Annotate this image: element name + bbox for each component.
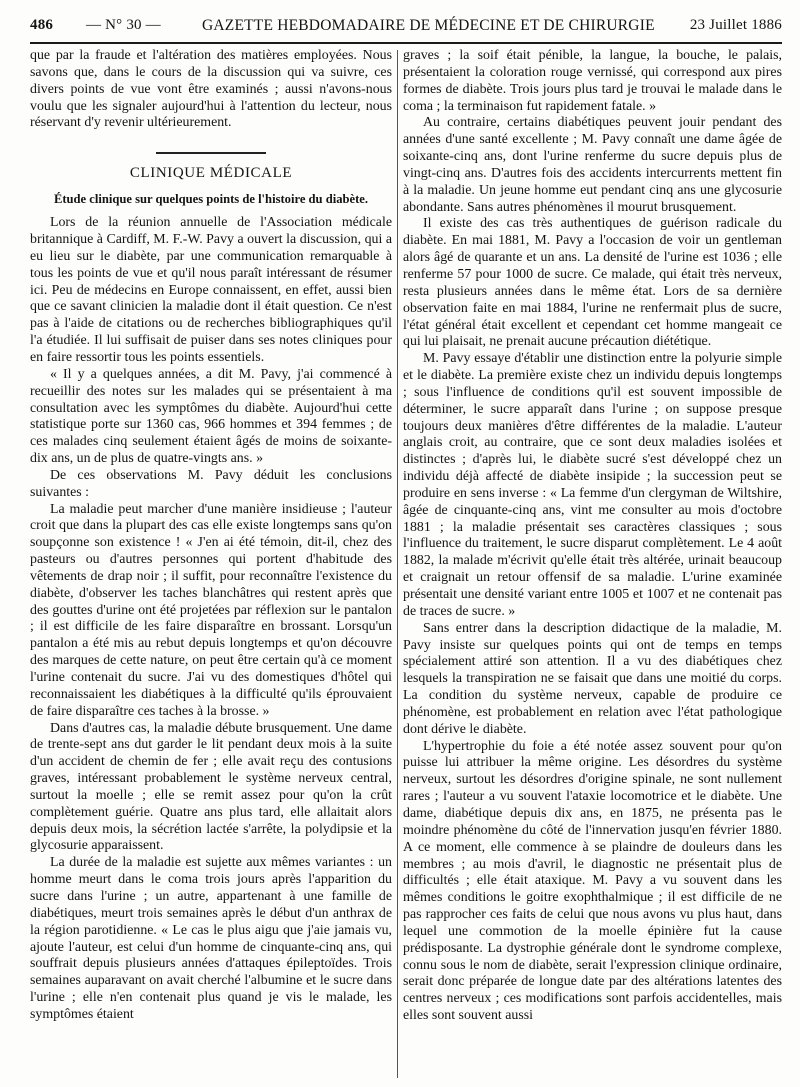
paragraph: De ces observations M. Pavy déduit les conclusions suivantes : bbox=[30, 467, 392, 500]
left-column bbox=[30, 48, 392, 1024]
paragraph: Il existe des cas très authentiques de guérison radicale du diabète. En mai 1881, M. Pavy a l'occasion de voir un gentleman alors âgé de quarante et un ans. La densité de l'urine est 1036 ; elle renferme 57 pour 1000 de sucre. Ce malade, qui était très nerveux, resta plusieurs années dans le même état. Lors de sa dernière observation faite en mai 1884, l'urine ne renfermait plus de sucre, l'état général était excellent et cependant cet homme mangeait ce qui lui plaisait, ne prenait aucune précaution diététique. bbox=[403, 216, 782, 350]
column-divider bbox=[397, 50, 398, 1078]
page-header bbox=[30, 14, 782, 38]
continued-paragraph: que par la fraude et l'altération des matières employées. Nous savons que, dans le cours de la discussion qui va suivre, ces divers points de vue vont être examinés ; aussi n'avons-nous voulu que les signaler aujourd'hui à l'attention du lecteur, nous réservant d'y revenir ultérieurement. bbox=[30, 48, 392, 131]
paragraph: Au contraire, certains diabétiques peuvent jouir pendant des années d'une santé excellente ; M. Pavy connaît une dame âgée de soixante-cinq ans, dont l'urine renferme du sucre depuis plus de vingt-cinq ans. D'autres fois des accidents intercurrents mettent fin à la maladie. Un jeune homme eut pendant cinq ans une glycosurie abondante. Sans autres phénomènes il mourut brusquement. bbox=[403, 115, 782, 215]
paragraph: La maladie peut marcher d'une manière insidieuse ; l'auteur croit que dans la plupart des cas elle existe longtemps sans qu'on soupçonne son existence ! « J'en ai été témoin, dit-il, chez des pasteurs ou d'autres personnes qui portent d'habitude des vêtements de drap noir ; il suffit, pour reconnaître l'existence du diabète, d'observer les taches blanchâtres qui restent après que des gouttes d'urine ont été projetées par réflexion sur le pantalon ; il est difficile de les faire disparaître en brossant. Lorsqu'un pantalon a été mis au rebut depuis longtemps et qu'on découvre des marques de cette nature, on peut être certain qu'à ce moment l'urine contenait du sucre. J'ai vu des domestiques d'hôtel qui reconnaissaient les diabétiques à la difficulté qu'ils éprouvaient de faire disparaître ces taches à la brosse. » bbox=[30, 501, 392, 719]
paragraph: Sans entrer dans la description didactique de la maladie, M. Pavy insiste sur quelques points qui ont de temps en temps spécialement attiré son attention. Il a vu des diabétiques chez lesquels la transpiration ne se faisait que dans une moitié du corps. La condition du système nerveux, capable de produire ce phénomène, est probablement en relation avec l'état pathologique dont dérive le diabète. bbox=[403, 620, 782, 737]
paragraph: graves ; la soif était pénible, la langue, la bouche, le palais, présentaient la coloration rouge vernissé, qui correspond aux pires formes de diabète. Trois jours plus tard je trouvai le malade dans le coma ; la terminaison fut rapidement fatale. » bbox=[403, 48, 782, 114]
paragraph: Dans d'autres cas, la maladie débute brusquement. Une dame de trente-sept ans dut garder le lit pendant deux mois à la suite d'un accident de chemin de fer ; elle avait reçu des contusions graves, intéressant probablement le système nerveux central, surtout la moelle ; elle se remit assez pour qu'on la crût complètement guérie. Quatre ans plus tard, elle allaitait alors depuis deux mois, la sécrétion lactée s'arrête, la polydipsie et la glycosurie apparaissent. bbox=[30, 720, 392, 854]
header-rule bbox=[30, 42, 782, 44]
page-number: 486 bbox=[30, 17, 54, 33]
journal-title: GAZETTE HEBDOMADAIRE DE MÉDECINE ET DE CHIRURGIE bbox=[202, 17, 655, 34]
paragraph: La durée de la maladie est sujette aux mêmes variantes : un homme meurt dans le coma trois jours après l'apparition du sucre dans l'urine ; un autre, appartenant à une famille de diabétiques, meurt trois semaines après le début d'un anthrax de la région parotidienne. « Le cas le plus aigu que j'aie jamais vu, ajoute l'auteur, est celui d'un homme de cinquante-cinq ans, qui souffrait depuis plusieurs années d'attaques épileptoïdes. Trois semaines auparavant on avait cherché l'albumine et le sucre dans l'urine ; elle n'en contenait plus quand je vis le malade, les symptômes étaient bbox=[30, 855, 392, 1022]
paragraph: M. Pavy essaye d'établir une distinction entre la polyurie simple et le diabète. La première existe chez un individu depuis longtemps ; sous l'influence de conditions qu'il est souvent impossible de déterminer, le sucre apparaît dans l'urine ; on suppose presque toujours deux manières d'être différentes de la maladie. L'auteur anglais croit, au contraire, que ce sont deux maladies isolées et distinctes ; d'après lui, le diabète sucré s'est développé chez un individu déjà affecté de diabète insipide ; la succession peut se produire en sens inverse : « La femme d'un clergyman de Wiltshire, âgée de cinquante-cinq ans, vint me consulter au mois d'octobre 1881 ; la maladie présentait ses caractères classiques ; sous l'influence du traitement, le sucre disparut complètement. Le 4 août 1882, la malade m'écrivit qu'elle était très altérée, urinait beaucoup et craignait un retour offensif de sa maladie. L'urine examinée présentait une densité variant entre 1005 et 1007 et ne contenait pas de traces de sucre. » bbox=[403, 351, 782, 619]
right-column bbox=[403, 48, 782, 1025]
paragraph: Lors de la réunion annuelle de l'Association médicale britannique à Cardiff, M. F.-W. Pavy a ouvert la discussion, qui a eu lieu sur le diabète, par une communication remarquable à tous les points de vue et qu'il nous paraît intéressant de résumer ici. Peu de médecins en Europe connaissent, en effet, aussi bien que ce savant clinicien la maladie dont il était question. Ce n'est pas à l'aide de citations ou de recherches bibliographiques qu'il l'a étudiée. Il lui suffisait de puiser dans ses notes cliniques pour en faire ressortir tous les points essentiels. bbox=[30, 215, 392, 365]
section-rule bbox=[156, 152, 266, 154]
issue-number: — N° 30 — bbox=[86, 17, 161, 33]
paragraph: L'hypertrophie du foie a été notée assez souvent pour qu'on puisse lui attribuer la même origine. Les désordres du système nerveux, surtout les désordres d'origine spinale, ne sont nullement rares ; l'auteur a vu souvent l'ataxie locomotrice et le diabète. Une dame, diabétique depuis dix ans, en 1875, ne présenta pas le moindre phénomène du côté de l'innervation jusqu'en février 1880. A ce moment, elle commence à se plaindre de douleurs dans les membres ; au mois d'avril, le diagnostic ne présentait plus de difficultés ; elle était ataxique. M. Pavy a vu souvent dans les mêmes conditions le goitre exophthalmique ; il est difficile de ne pas rapprocher ces faits de celui que nous avons vu plus haut, dans lequel une commotion de la moelle épinière fut la cause prédisposante. La dystrophie générale dont le syndrome complexe, connu sous le nom de diabète, serait l'expression clinique ordinaire, serait donc préparée de longue date par des altérations latentes des centres nerveux ; ces modifications sont parfois accidentelles, mais elles sont souvent aussi bbox=[403, 738, 782, 1024]
article-title: Étude clinique sur quelques points de l'histoire du diabète. bbox=[53, 192, 369, 207]
section-title: CLINIQUE MÉDICALE bbox=[129, 165, 293, 182]
paragraph: « Il y a quelques années, a dit M. Pavy, j'ai commencé à recueillir des notes sur les malades qui se présentaient à ma consultation avec les symptômes du diabète. Aujourd'hui cette statistique porte sur 1360 cas, 966 hommes et 394 femmes ; de ces malades cinq seulement étaient âgés de moins de soixante-dix ans, un de plus de quatre-vingts ans. » bbox=[30, 366, 392, 467]
issue-date: 23 Juillet 1886 bbox=[689, 17, 782, 33]
